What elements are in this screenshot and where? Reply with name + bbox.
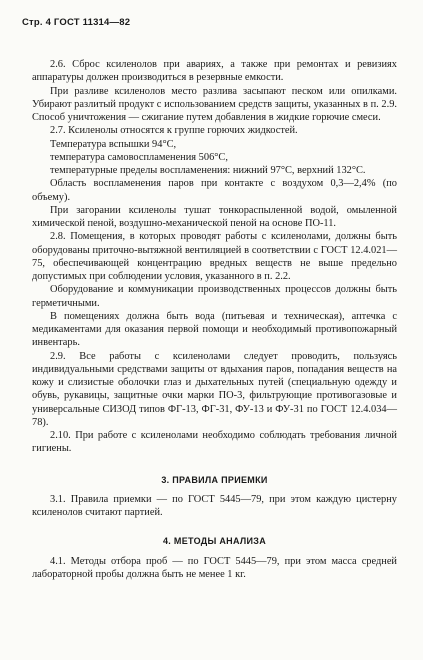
paragraph-ignition-area: Область воспламенения паров при контакте с воздухом 0,3—2,4% (по объему). (32, 178, 397, 203)
paragraph-equipment: Оборудование и коммуникации производственных процессов должны быть герметичными. (32, 284, 397, 309)
paragraph-first-aid: В помещениях должна быть вода (питьевая и техническая), аптечка с медикаментами для оказания первой помощи и необходимый противопожарный инвентарь. (32, 310, 397, 349)
section-4-title: 4. МЕТОДЫ АНАЛИЗА (162, 536, 266, 547)
paragraph-2-8: 2.8. Помещения, в которых проводят работы с ксиленолами, должны быть оборудованы приточно-вытяжной вентиляцией в соответствии с ГОСТ 12.4.021—75, обеспечивающей концентрацию вредных веществ не выше предельно допустимых при соблюдении условия, указанного в п. 2.2. (32, 231, 397, 282)
paragraph-3-1: 3.1. Правила приемки — по ГОСТ 5445—79, при этом каждую цистерну ксиленолов считают партией. (32, 493, 397, 518)
paragraph-extinguishing: При загорании ксиленолы тушат тонкораспыленной водой, омыленной химической пеной, воздушно-механической пеной на основе ПО-11. (32, 204, 397, 229)
paragraph-flash-point: Температура вспышки 94°С, (50, 138, 177, 150)
paragraph-2-7: 2.7. Ксиленолы относятся к группе горючих жидкостей. (50, 125, 298, 137)
paragraph-autoignition: температура самовоспламенения 506°С, (50, 151, 228, 163)
paragraph-2-9: 2.9. Все работы с ксиленолами следует проводить, пользуясь индивидуальными средствами защиты от вдыхания паров, попадания веществ на кожу и слизистые оболочки глаз и дыхательных путей (специальную одежду и обувь, рукавицы, защитные очки марки ПО-3, фильтрующие противогазовые и универсальные СИЗОД типов ФГ-13, ФГ-31, ФУ-13 и ФУ-31 по ГОСТ 12.4.034—78). (32, 350, 397, 428)
paragraph-2-6: 2.6. Сброс ксиленолов при авариях, а также при ремонтах и ревизиях аппаратуры должен производиться в резервные емкости. (32, 59, 397, 84)
paragraph-spill: При разливе ксиленолов место разлива засыпают песком или опилками. Убирают разлитый продукт с использованием средств защиты, указанных в п. 2.9. Способ уничтожения — сжигание путем добавления в жидкие горючие смеси. (32, 85, 397, 123)
paragraph-4-1: 4.1. Методы отбора проб — по ГОСТ 5445—79, при этом масса средней лабораторной пробы должна быть не менее 1 кг. (32, 555, 397, 580)
section-3-title: 3. ПРАВИЛА ПРИЕМКИ (161, 474, 268, 485)
page-header: Стр. 4 ГОСТ 11314—82 (22, 17, 131, 28)
document-body (32, 58, 397, 581)
paragraph-2-10: 2.10. При работе с ксиленолами необходимо соблюдать требования личной гигиены. (32, 430, 397, 455)
paragraph-ignition-limits: температурные пределы воспламенения: нижний 97°С, верхний 132°С. (50, 165, 366, 176)
